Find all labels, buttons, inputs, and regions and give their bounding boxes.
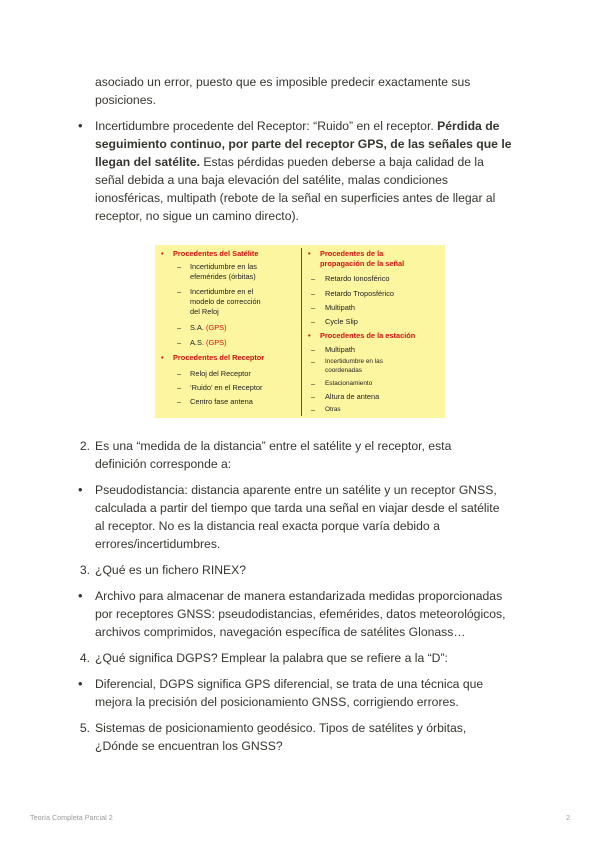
dash-bullet: – bbox=[311, 289, 316, 298]
dash-bullet: – bbox=[177, 369, 182, 378]
dash-bullet: – bbox=[311, 345, 316, 354]
dash-bullet: – bbox=[311, 392, 316, 401]
receptor-line-5: ionosféricas, multipath (rebote de la señal en superficies antes de llegar al bbox=[95, 191, 496, 205]
left-item-4: A.S. (GPS) bbox=[190, 338, 227, 347]
dash-bullet: – bbox=[311, 357, 316, 366]
a3-line-2: por receptores GNSS: pseudodistancias, efemérides, datos meteorológicos, bbox=[95, 607, 506, 621]
left-heading-receiver: Procedentes del Receptor bbox=[173, 353, 265, 362]
bullet-dot: • bbox=[78, 588, 83, 603]
a4-line-2: mejora la precisión del posicionamiento GNSS, corrigiendo errores. bbox=[95, 695, 459, 709]
right-heading-station: Procedentes de la estación bbox=[320, 331, 416, 340]
diamond-bullet: • bbox=[161, 249, 164, 258]
right-item-6b: coordenadas bbox=[325, 367, 362, 374]
right-item-8: Altura de antena bbox=[325, 392, 380, 401]
dash-bullet: – bbox=[177, 397, 182, 406]
receptor-line-2: seguimiento continuo, por parte del receptor GPS, de las señales que le bbox=[95, 137, 512, 151]
right-item-6a: Incertidumbre en las bbox=[325, 358, 383, 365]
footer-title: Teoría Completa Parcial 2 bbox=[30, 813, 113, 822]
left-item-2b: modelo de corrección bbox=[190, 297, 261, 306]
question-number: 3. bbox=[79, 563, 90, 577]
left-item-7: Centro fase antena bbox=[190, 397, 253, 406]
right-item-5: Multipath bbox=[325, 345, 355, 354]
right-item-9: Otras bbox=[325, 406, 341, 413]
bullet-dot: • bbox=[78, 118, 83, 133]
dash-bullet: – bbox=[311, 379, 316, 388]
a2-line-2: calculada a partir del tiempo que tarda una señal en viajar desde el satélite bbox=[95, 501, 500, 515]
dash-bullet: – bbox=[177, 262, 182, 271]
right-heading-propagation-a: Procedentes de la bbox=[320, 249, 384, 258]
left-item-3: S.A. (GPS) bbox=[190, 323, 227, 332]
q2-line-2: definición corresponde a: bbox=[95, 457, 232, 471]
left-item-2a: Incertidumbre en el bbox=[190, 287, 254, 296]
left-item-1b: efemérides (órbitas) bbox=[190, 272, 256, 281]
right-item-2: Retardo Troposférico bbox=[325, 289, 395, 298]
dash-bullet: – bbox=[311, 303, 316, 312]
diamond-bullet: • bbox=[308, 331, 311, 340]
a2-line-3: al receptor. No es la distancia real exacta porque varía debido a bbox=[95, 519, 440, 533]
right-item-7: Estacionamiento bbox=[325, 380, 373, 387]
q5-line-1: Sistemas de posicionamiento geodésico. Tipos de satélites y órbitas, bbox=[95, 721, 467, 735]
dash-bullet: – bbox=[177, 323, 182, 332]
right-item-4: Cycle Slip bbox=[325, 317, 358, 326]
intro-line-1: asociado un error, puesto que es imposible predecir exactamente sus bbox=[95, 75, 471, 89]
bullet-dot: • bbox=[78, 676, 83, 691]
q5-line-2: ¿Dónde se encuentran los GNSS? bbox=[95, 739, 283, 753]
dash-bullet: – bbox=[177, 338, 182, 347]
q3-line-1: ¿Qué es un fichero RINEX? bbox=[95, 563, 247, 577]
a3-line-1: Archivo para almacenar de manera estandarizada medidas proporcionadas bbox=[95, 589, 503, 603]
dash-bullet: – bbox=[177, 383, 182, 392]
question-number: 2. bbox=[79, 439, 90, 453]
left-item-5: Reloj del Receptor bbox=[190, 369, 251, 378]
q4-line-1: ¿Qué significa DGPS? Emplear la palabra que se refiere a la “D”: bbox=[95, 651, 448, 665]
diamond-bullet: • bbox=[308, 249, 311, 258]
right-heading-propagation-b: propagación de la señal bbox=[320, 259, 405, 268]
a2-line-4: errores/incertidumbres. bbox=[95, 537, 221, 551]
q2-line-1: Es una “medida de la distancia” entre el satélite y el receptor, esta bbox=[95, 439, 452, 453]
intro-line-2: posiciones. bbox=[95, 93, 156, 107]
right-item-3: Multipath bbox=[325, 303, 355, 312]
dash-bullet: – bbox=[311, 274, 316, 283]
question-number: 4. bbox=[79, 651, 90, 665]
left-heading-satellite: Procedentes del Satélite bbox=[173, 249, 259, 258]
receptor-line-1: Incertidumbre procedente del Receptor: “Ruido” en el receptor. Pérdida de bbox=[95, 119, 500, 133]
dash-bullet: – bbox=[311, 317, 316, 326]
question-number: 5. bbox=[79, 721, 90, 735]
a4-line-1: Diferencial, DGPS significa GPS diferencial, se trata de una técnica que bbox=[95, 677, 484, 691]
receptor-line-6: receptor, no sigue un camino directo). bbox=[95, 209, 299, 223]
a2-line-1: Pseudodistancia: distancia aparente entre un satélite y un receptor GNSS, bbox=[95, 483, 497, 497]
error-sources-figure bbox=[155, 245, 445, 418]
left-item-2c: del Reloj bbox=[190, 307, 219, 316]
dash-bullet: – bbox=[177, 287, 182, 296]
bullet-dot: • bbox=[78, 482, 83, 497]
page-number: 2 bbox=[566, 813, 570, 822]
left-item-6: ‘Ruido’ en el Receptor bbox=[190, 383, 263, 392]
a3-line-3: archivos comprimidos, navegación específica de satélites Glonass… bbox=[95, 625, 466, 639]
receptor-line-4: señal debida a una baja elevación del satélite, malas condiciones bbox=[95, 173, 448, 187]
figure-divider bbox=[301, 248, 302, 416]
right-item-1: Retardo Ionosférico bbox=[325, 274, 390, 283]
dash-bullet: – bbox=[311, 405, 316, 414]
receptor-line-3: llegan del satélite. Estas pérdidas pueden deberse a baja calidad de la bbox=[95, 155, 484, 169]
left-item-1a: Incertidumbre en las bbox=[190, 262, 257, 271]
diamond-bullet: • bbox=[161, 353, 164, 362]
